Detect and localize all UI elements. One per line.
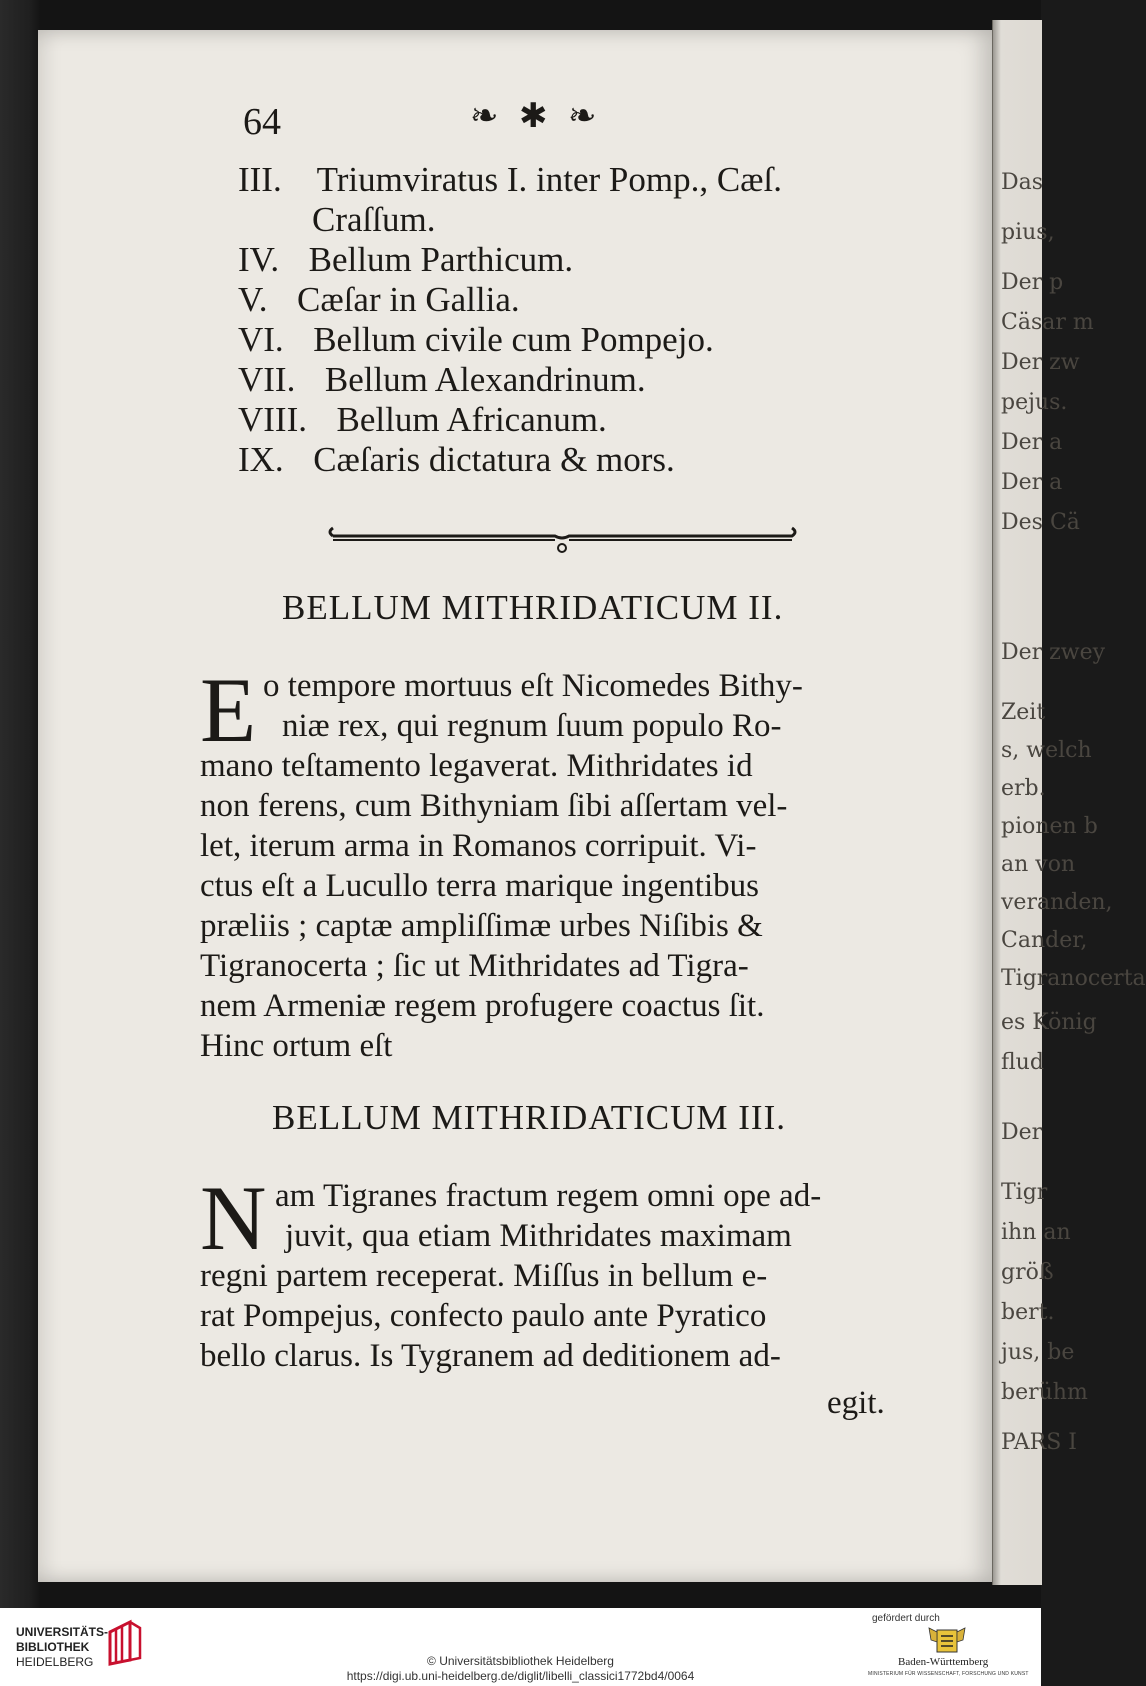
state-name: Baden-Württemberg <box>898 1656 989 1668</box>
toc-numeral: VIII. <box>238 400 307 439</box>
toc-text: Bellum civile cum Pompejo. <box>313 320 714 359</box>
text-line: Tigranocerta ; ſic ut Mithridates ad Tigra- <box>200 948 749 984</box>
edge-fragment: Der a <box>1001 470 1063 495</box>
toc-numeral: VII. <box>238 360 296 399</box>
permalink-url[interactable]: https://digi.ub.uni-heidelberg.de/diglit/libelli_classici1772bd4/0064 <box>346 1669 695 1683</box>
text-line: bello clarus. Is Tygranem ad deditionem ad- <box>200 1338 781 1374</box>
edge-fragment: Der zwey <box>1001 640 1106 665</box>
edge-fragment: Tigr <box>1001 1180 1048 1205</box>
toc-text: Cæſar in Gallia. <box>297 280 520 319</box>
toc-text: Craſſum. <box>312 200 436 239</box>
toc-entry <box>238 400 607 440</box>
text-line: præliis ; captæ ampliſſimæ urbes Niſibis & <box>200 908 763 944</box>
drop-cap: N <box>200 1167 267 1269</box>
edge-fragment: es König <box>1001 1010 1097 1035</box>
toc-text: Bellum Parthicum. <box>308 240 574 279</box>
toc-entry <box>238 320 714 360</box>
edge-fragment: Zeit <box>1001 700 1046 725</box>
header-ornament: ❧ ✱ ❧ <box>470 98 603 135</box>
funded-by-label: gefördert durch <box>872 1613 940 1624</box>
toc-text: Bellum Africanum. <box>336 400 607 439</box>
library-name-line: HEIDELBERG <box>16 1655 94 1669</box>
toc-entry <box>238 160 782 200</box>
edge-fragment: jus, be <box>1001 1340 1075 1365</box>
text-line: ctus eſt a Lucullo terra marique ingentibus <box>200 868 759 904</box>
section-heading: BELLUM MITHRIDATICUM III. <box>272 1098 786 1137</box>
edge-fragment: s, welch <box>1001 738 1092 763</box>
toc-entry <box>238 360 646 400</box>
copyright-text: © Universitätsbibliothek Heidelberg <box>427 1654 614 1668</box>
toc-text: Triumviratus I. inter Pomp., Cæſ. <box>316 160 783 199</box>
text-line: non ferens, cum Bithyniam ſibi aſſertam vel- <box>200 788 788 824</box>
toc-entry <box>312 200 435 240</box>
edge-fragment: Das <box>1001 170 1044 195</box>
section-heading: BELLUM MITHRIDATICUM II. <box>282 588 784 627</box>
edge-fragment: größ <box>1001 1260 1054 1285</box>
toc-entry <box>238 440 675 480</box>
toc-text: Cæſaris dictatura & mors. <box>313 440 675 479</box>
facing-page-edge <box>992 20 1146 1585</box>
library-name-line: UNIVERSITÄTS- <box>16 1625 109 1639</box>
edge-fragment: Der a <box>1001 430 1063 455</box>
toc-numeral: IX. <box>238 440 284 479</box>
text-line: o tempore mortuus eſt Nicomedes Bithy- <box>263 668 803 704</box>
edge-fragment: Der zw <box>1001 350 1080 375</box>
edge-fragment: Der <box>1001 1120 1043 1145</box>
text-line: regni partem receperat. Miſſus in bellum e- <box>200 1258 768 1294</box>
edge-fragment: pius, <box>1001 220 1055 245</box>
page-number: 64 <box>243 101 281 143</box>
edge-fragment: Cander, <box>1001 928 1088 953</box>
edge-fragment: pionen b <box>1001 814 1098 839</box>
edge-fragment: ihn an <box>1001 1220 1071 1245</box>
ministry-name: MINISTERIUM FÜR WISSENSCHAFT, FORSCHUNG UND KUNST <box>868 1671 1029 1677</box>
edge-fragment: Tigranocerta <box>1001 966 1146 991</box>
edge-fragment: berühm <box>1001 1380 1088 1405</box>
edge-fragment: Cäsar m <box>1001 310 1094 335</box>
toc-numeral: IV. <box>238 240 280 279</box>
toc-numeral: III. <box>238 160 282 199</box>
toc-entry <box>238 240 573 280</box>
toc-entry <box>238 280 520 320</box>
edge-fragment: an von <box>1001 852 1076 877</box>
edge-fragment: pejus. <box>1001 390 1068 415</box>
toc-text: Bellum Alexandrinum. <box>324 360 646 399</box>
edge-fragment: Der p <box>1001 270 1064 295</box>
toc-numeral: VI. <box>238 320 284 359</box>
text-line: nem Armeniæ regem profugere coactus ſit. <box>200 988 765 1024</box>
library-name-line: BIBLIOTHEK <box>16 1640 90 1654</box>
toc-numeral: V. <box>238 280 268 319</box>
text-line: juvit, qua etiam Mithridates maximam <box>285 1218 792 1254</box>
edge-fragment: bert. <box>1001 1300 1055 1325</box>
edge-fragment: PARS I <box>1001 1430 1077 1455</box>
edge-fragment: veranden, <box>1001 890 1113 915</box>
edge-fragment: Des Cä <box>1001 510 1080 535</box>
state-crest-icon <box>925 1626 969 1654</box>
edge-fragment: flud <box>1001 1050 1044 1075</box>
text-line: mano teſtamento legaverat. Mithridates id <box>200 748 753 784</box>
text-line: rat Pompejus, confecto paulo ante Pyratico <box>200 1298 767 1334</box>
section-divider <box>325 522 800 556</box>
text-line: Hinc ortum eſt <box>200 1028 393 1064</box>
edge-fragment: erb. <box>1001 776 1046 801</box>
text-line: am Tigranes fractum regem omni ope ad- <box>275 1178 822 1214</box>
drop-cap: E <box>200 659 257 761</box>
catchword: egit. <box>827 1385 885 1421</box>
text-line: niæ rex, qui regnum ſuum populo Ro- <box>282 708 782 744</box>
text-line: let, iterum arma in Romanos corripuit. Vi- <box>200 828 757 864</box>
